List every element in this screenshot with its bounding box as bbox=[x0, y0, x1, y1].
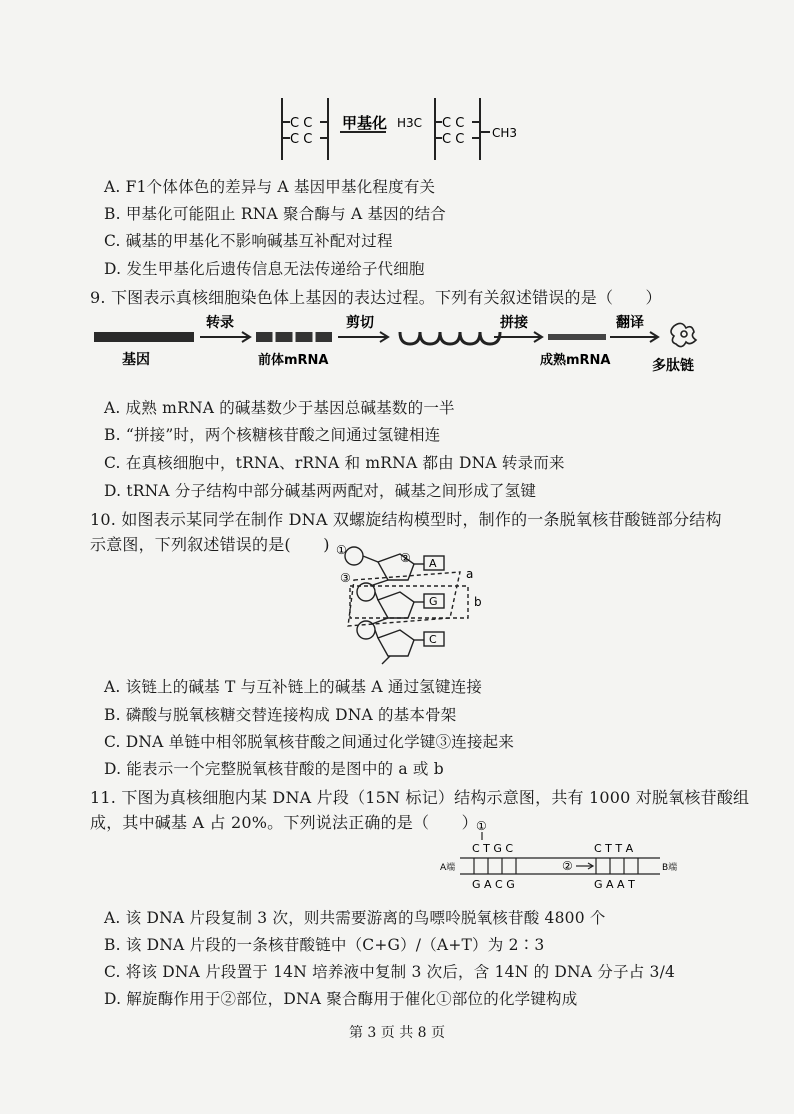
arrow-translation bbox=[610, 332, 658, 342]
spliced-loops bbox=[400, 332, 500, 344]
methyl-right: CH3 bbox=[492, 126, 518, 140]
mark-1: ① bbox=[336, 543, 347, 557]
dna-fragment-figure bbox=[438, 818, 678, 896]
q9-stem: 9. 下图表示真核细胞染色体上基因的表达过程。下列有关叙述错误的是（ ） bbox=[90, 288, 662, 307]
step-cut: 剪切 bbox=[346, 315, 374, 331]
q10-option-d: D. 能表示一个完整脱氧核苷酸的是图中的 a 或 b bbox=[104, 760, 444, 778]
q10-stem-line1: 10. 如图表示某同学在制作 DNA 双螺旋结构模型时，制作的一条脱氧核苷酸链部分结构 bbox=[90, 510, 722, 529]
q8-option-c: C. 碱基的甲基化不影响碱基互补配对过程 bbox=[104, 232, 393, 250]
base-g: G bbox=[429, 595, 438, 608]
base-a: A bbox=[429, 557, 437, 570]
end-a: A端 bbox=[440, 863, 456, 873]
arrow-transcription bbox=[200, 332, 250, 342]
q11-stem-line2: 成，其中碱基 A 占 20%。下列说法正确的是（ ） bbox=[90, 813, 478, 832]
methylation-figure bbox=[270, 94, 530, 164]
q11-option-a: A. 该 DNA 片段复制 3 次，则共需要游离的鸟嘌呤脱氧核苷酸 4800 个 bbox=[104, 909, 606, 927]
q9-option-a: A. 成熟 mRNA 的碱基数少于基因总碱基数的一半 bbox=[104, 399, 455, 417]
q11-option-d: D. 解旋酶作用于②部位，DNA 聚合酶用于催化①部位的化学键构成 bbox=[104, 990, 578, 1008]
arrow-splicing-cut bbox=[338, 332, 388, 342]
right-pair-top: C C bbox=[442, 116, 465, 131]
step-translation: 翻译 bbox=[616, 315, 644, 331]
mature-mrna-bar bbox=[548, 334, 606, 340]
fig-mark-1: ① bbox=[476, 819, 487, 833]
q10-option-b: B. 磷酸与脱氧核糖交替连接构成 DNA 的基本骨架 bbox=[104, 706, 457, 724]
bottom-left-bases: G A C G bbox=[472, 878, 515, 891]
methylation-arrow-label: 甲基化 bbox=[342, 114, 388, 132]
top-left-bases: C T G C bbox=[472, 842, 514, 855]
label-b: b bbox=[474, 595, 482, 609]
right-pair-bottom: C C bbox=[442, 132, 465, 147]
label-pre-mrna: 前体mRNA bbox=[258, 353, 329, 368]
q8-option-b: B. 甲基化可能阻止 RNA 聚合酶与 A 基因的结合 bbox=[104, 205, 446, 223]
page-footer: 第 3 页 共 8 页 bbox=[348, 1025, 446, 1041]
q11-stem-line1: 11. 下图为真核细胞内某 DNA 片段（15N 标记）结构示意图，共有 1000 对脱氧核苷酸组 bbox=[90, 788, 750, 807]
base-c: C bbox=[429, 633, 437, 646]
methyl-left: H3C bbox=[397, 116, 423, 130]
polypeptide-icon bbox=[671, 323, 696, 346]
gene-expression-figure bbox=[90, 310, 710, 380]
mark-3: ③ bbox=[340, 571, 351, 585]
bottom-right-bases: G A A T bbox=[594, 878, 635, 891]
step-join: 拼接 bbox=[500, 315, 528, 331]
q9-option-c: C. 在真核细胞中，tRNA、rRNA 和 mRNA 都由 DNA 转录而来 bbox=[104, 454, 565, 472]
label-gene: 基因 bbox=[122, 352, 150, 368]
fig-mark-2: ② bbox=[562, 859, 573, 873]
top-right-bases: C T T A bbox=[594, 842, 634, 855]
left-pair-top: C C bbox=[290, 116, 313, 131]
label-mature-mrna: 成熟mRNA bbox=[540, 353, 611, 368]
label-a: a bbox=[466, 567, 474, 581]
q9-option-b: B. “拼接”时，两个核糖核苷酸之间通过氢键相连 bbox=[104, 426, 441, 444]
step-transcription: 转录 bbox=[206, 315, 234, 331]
gene-bar bbox=[94, 332, 194, 342]
q10-option-c: C. DNA 单链中相邻脱氧核苷酸之间通过化学键③连接起来 bbox=[104, 733, 515, 751]
q8-option-d: D. 发生甲基化后遗传信息无法传递给子代细胞 bbox=[104, 260, 425, 278]
q8-option-a: A. F1个体体色的差异与 A 基因甲基化程度有关 bbox=[104, 178, 436, 196]
end-b: B端 bbox=[662, 863, 678, 873]
left-pair-bottom: C C bbox=[290, 132, 313, 147]
q9-option-d: D. tRNA 分子结构中部分碱基两两配对，碱基之间形成了氢键 bbox=[104, 482, 537, 500]
q10-option-a: A. 该链上的碱基 T 与互补链上的碱基 A 通过氢键连接 bbox=[104, 678, 483, 696]
q11-option-c: C. 将该 DNA 片段置于 14N 培养液中复制 3 次后，含 14N 的 DNA 分子占 3/4 bbox=[104, 963, 676, 981]
q11-option-b: B. 该 DNA 片段的一条核苷酸链中（C+G）/（A+T）为 2∶3 bbox=[104, 936, 545, 954]
nucleotide-chain-figure bbox=[330, 540, 500, 670]
mark-2: ② bbox=[400, 551, 411, 565]
label-polypeptide: 多肽链 bbox=[652, 358, 694, 374]
q10-stem-line2: 示意图，下列叙述错误的是( ) bbox=[90, 535, 330, 554]
